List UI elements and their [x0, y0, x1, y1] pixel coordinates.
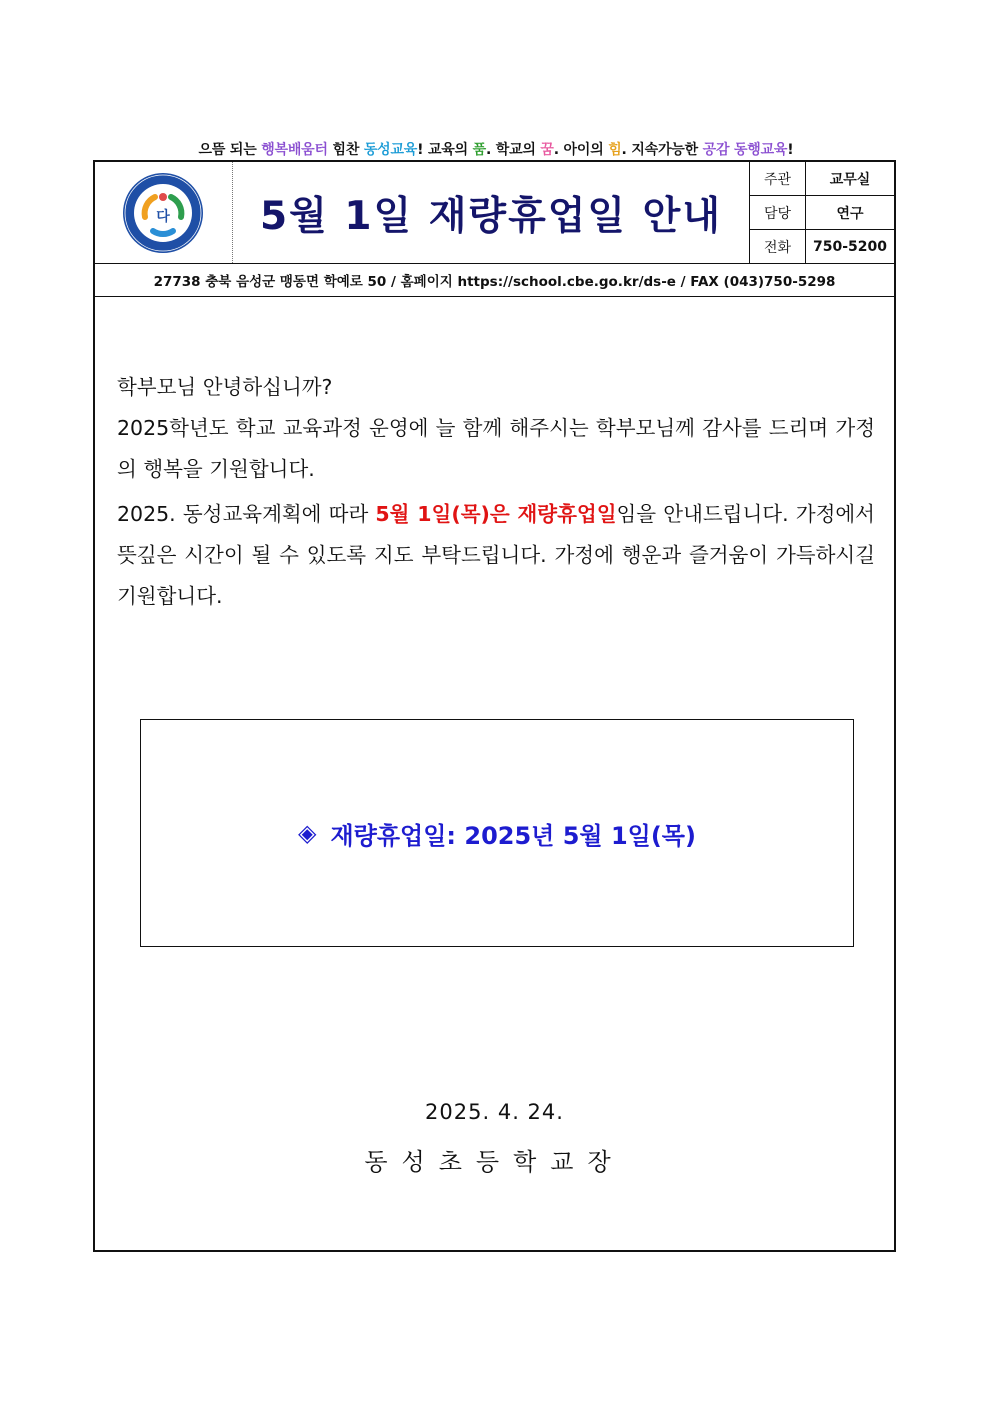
- slogan-segment: ! 교육의: [417, 142, 473, 158]
- letter-body: [117, 367, 875, 617]
- page-title: 5월 1일 재량휴업일 안내: [233, 162, 750, 263]
- paragraph-notice-tail: 임을 안내드립니다. 가정에서 뜻깊은 시간이 될 수 있도록 지도 부탁드립니다. 가정에 행운과 즐거움이 가득하시길 기원합니다.: [117, 502, 875, 608]
- address-line: 27738 충북 음성군 맹동면 학예로 50 / 홈페이지 https://school.cbe.go.kr/ds-e / FAX (043)750-5298: [95, 263, 894, 297]
- holiday-notice-box: [140, 719, 854, 947]
- info-key: 주관: [750, 162, 806, 195]
- slogan-segment: 행복배움터: [261, 142, 328, 158]
- slogan-segment: !: [787, 142, 794, 158]
- slogan-segment: . 학교의: [485, 142, 541, 158]
- slogan-segment: 공감 동행교육: [702, 142, 788, 158]
- holiday-highlight: 5월 1일(목)은 재량휴업일: [375, 502, 617, 526]
- info-table: [750, 162, 894, 263]
- slogan-segment: 힘찬: [327, 142, 364, 158]
- slogan-segment: 품: [472, 142, 486, 158]
- slogan-segment: 동성교육: [363, 142, 418, 158]
- info-value: 연구: [836, 205, 864, 222]
- signer: 동성초등학교장: [364, 1148, 625, 1176]
- logo-cell: [95, 162, 233, 263]
- greeting: 학부모님 안녕하십니까?: [117, 375, 333, 399]
- info-key: 담당: [750, 196, 806, 229]
- issue-date: 2025. 4. 24.: [425, 1100, 564, 1124]
- info-value: 교무실: [829, 171, 871, 188]
- paragraph-thanks: 2025학년도 학교 교육과정 운영에 늘 함께 해주시는 학부모님께 감사를 드리며 가정의 행복을 기원합니다.: [117, 416, 875, 481]
- paragraph-notice-lead: 2025. 동성교육계획에 따라: [117, 502, 376, 526]
- document-frame: [93, 160, 896, 1252]
- slogan-segment: 으뜸 되는: [198, 142, 262, 158]
- info-value: 750-5200: [813, 239, 887, 255]
- info-row: [750, 196, 894, 230]
- slogan: [0, 139, 992, 159]
- diamond-icon: ◈: [298, 819, 317, 847]
- holiday-notice-text: 재량휴업일: 2025년 5월 1일(목): [330, 821, 696, 850]
- header: [95, 162, 894, 264]
- info-row: [750, 162, 894, 196]
- paragraph-notice: [117, 494, 875, 617]
- slogan-segment: 힘: [608, 142, 622, 158]
- slogan-segment: 꿈: [540, 142, 554, 158]
- school-logo: [121, 171, 205, 255]
- slogan-segment: . 지속가능한: [621, 142, 703, 158]
- slogan-segment: . 아이의: [553, 142, 609, 158]
- logo-center-text: 다: [156, 209, 170, 225]
- info-key: 전화: [750, 230, 806, 264]
- info-row: [750, 230, 894, 264]
